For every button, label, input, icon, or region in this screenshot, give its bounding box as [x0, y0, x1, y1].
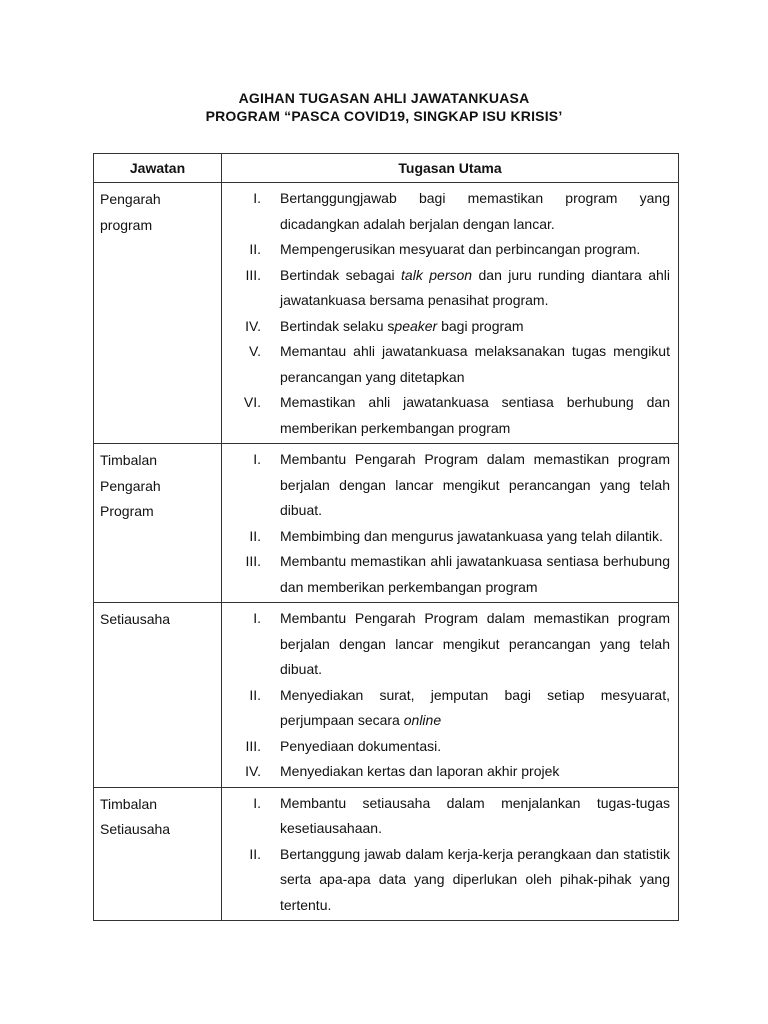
task-item — [228, 791, 670, 842]
task-number: I. — [253, 610, 261, 626]
task-number: I. — [253, 794, 261, 811]
position-name-line: Timbalan — [100, 795, 158, 812]
task-text: Bertanggung jawab dalam kerja-kerja perangkaan dan statistik serta apa-apa data yang diperlukan oleh pihak-pihak yang tertentu. — [280, 845, 670, 913]
task-number: II. — [249, 527, 261, 544]
task-text-part: Menyediakan surat, jemputan bagi setiap mesyuarat, perjumpaan secara — [280, 686, 670, 728]
task-text: Membantu memastikan ahli jawatankuasa sentiasa berhubung dan memberikan perkembangan program — [280, 553, 670, 595]
task-number: III. — [245, 266, 261, 283]
task-item — [228, 683, 670, 734]
task-text: Membimbing dan mengurus jawatankuasa yang telah dilantik. — [280, 527, 663, 544]
task-text: Membantu Pengarah Program dalam memastikan program berjalan dengan lancar mengikut perancangan yang telah dibuat. — [280, 610, 670, 677]
task-text: Membantu Pengarah Program dalam memastikan program berjalan dengan lancar mengikut perancangan yang telah dibuat. — [280, 451, 670, 518]
tasks-cell — [222, 603, 679, 788]
task-item — [228, 237, 670, 263]
task-item — [228, 734, 670, 760]
task-text: Memastikan ahli jawatankuasa sentiasa berhubung dan memberikan perkembangan program — [280, 394, 670, 436]
header-tugasan-utama: Tugasan Utama — [222, 154, 679, 183]
position-name-line: program — [100, 216, 153, 233]
task-item — [228, 186, 670, 237]
task-text-part: Bertindak selaku s — [280, 317, 395, 334]
tasks-cell — [222, 787, 679, 921]
task-text — [280, 683, 670, 734]
task-item — [228, 549, 670, 600]
task-number: III. — [245, 553, 261, 569]
table-row — [94, 444, 679, 603]
task-number: I. — [253, 190, 261, 206]
duty-assignment-table — [93, 153, 679, 921]
task-number: IV. — [245, 763, 261, 779]
position-name-line: Timbalan — [100, 452, 158, 468]
position-cell — [94, 603, 222, 788]
table-header-row — [94, 154, 679, 183]
task-item — [228, 606, 670, 683]
task-text: Membantu setiausaha dalam menjalankan tugas-tugas kesetiausahaan. — [280, 794, 670, 836]
header-jawatan: Jawatan — [94, 154, 222, 183]
task-number: IV. — [245, 317, 261, 334]
task-item — [228, 390, 670, 441]
task-text-part: Bertindak sebagai — [280, 266, 402, 283]
task-number: V. — [249, 343, 261, 359]
position-cell — [94, 787, 222, 921]
task-text: Menyediakan kertas dan laporan akhir projek — [280, 763, 560, 779]
task-text-part: bagi program — [437, 317, 524, 334]
task-text: Memantau ahli jawatankuasa melaksanakan tugas mengikut perancangan yang ditetapkan — [280, 343, 670, 385]
tasks-cell — [222, 444, 679, 603]
document-title-line-1: AGIHAN TUGASAN AHLI JAWATANKUASA — [238, 90, 530, 106]
table-row — [94, 183, 679, 444]
task-number: VI. — [243, 394, 261, 410]
task-text: Bertanggungjawab bagi memastikan program yang dicadangkan adalah berjalan dengan lancar. — [280, 190, 670, 232]
task-text-italic: online — [403, 712, 442, 728]
position-name-line: Setiausaha — [100, 611, 171, 627]
position-name-line: Pengarah — [100, 477, 161, 494]
task-item — [228, 842, 670, 919]
task-text-part: dan juru runding diantara ahli jawatankuasa bersama penasihat program. — [280, 266, 671, 308]
position-cell — [94, 183, 222, 444]
task-text — [280, 263, 670, 314]
position-cell — [94, 444, 222, 603]
task-number: II. — [249, 845, 261, 862]
tasks-cell — [222, 183, 679, 444]
task-text — [280, 314, 670, 340]
task-item — [228, 339, 670, 390]
table-row — [94, 603, 679, 788]
position-name-line: Program — [100, 503, 154, 519]
task-number: III. — [245, 737, 261, 754]
task-item — [228, 447, 670, 524]
task-text-italic: peaker — [394, 317, 438, 334]
task-text: Mempengerusikan mesyuarat dan perbincangan program. — [280, 241, 641, 257]
task-number: II. — [249, 686, 261, 703]
table-body — [94, 183, 679, 921]
task-item — [228, 263, 670, 314]
task-text: Penyediaan dokumentasi. — [280, 737, 442, 754]
position-name-line: Pengarah — [100, 191, 161, 207]
task-number: I. — [253, 451, 261, 467]
position-name-line: Setiausaha — [100, 821, 171, 837]
table-row — [94, 787, 679, 921]
task-number: II. — [249, 241, 261, 257]
task-item — [228, 759, 670, 785]
task-text-italic: talk person — [401, 266, 473, 283]
task-item — [228, 314, 670, 340]
document-title-line-2: PROGRAM “PASCA COVID19, SINGKAP ISU KRISIS’ — [205, 108, 563, 124]
task-item — [228, 524, 670, 550]
